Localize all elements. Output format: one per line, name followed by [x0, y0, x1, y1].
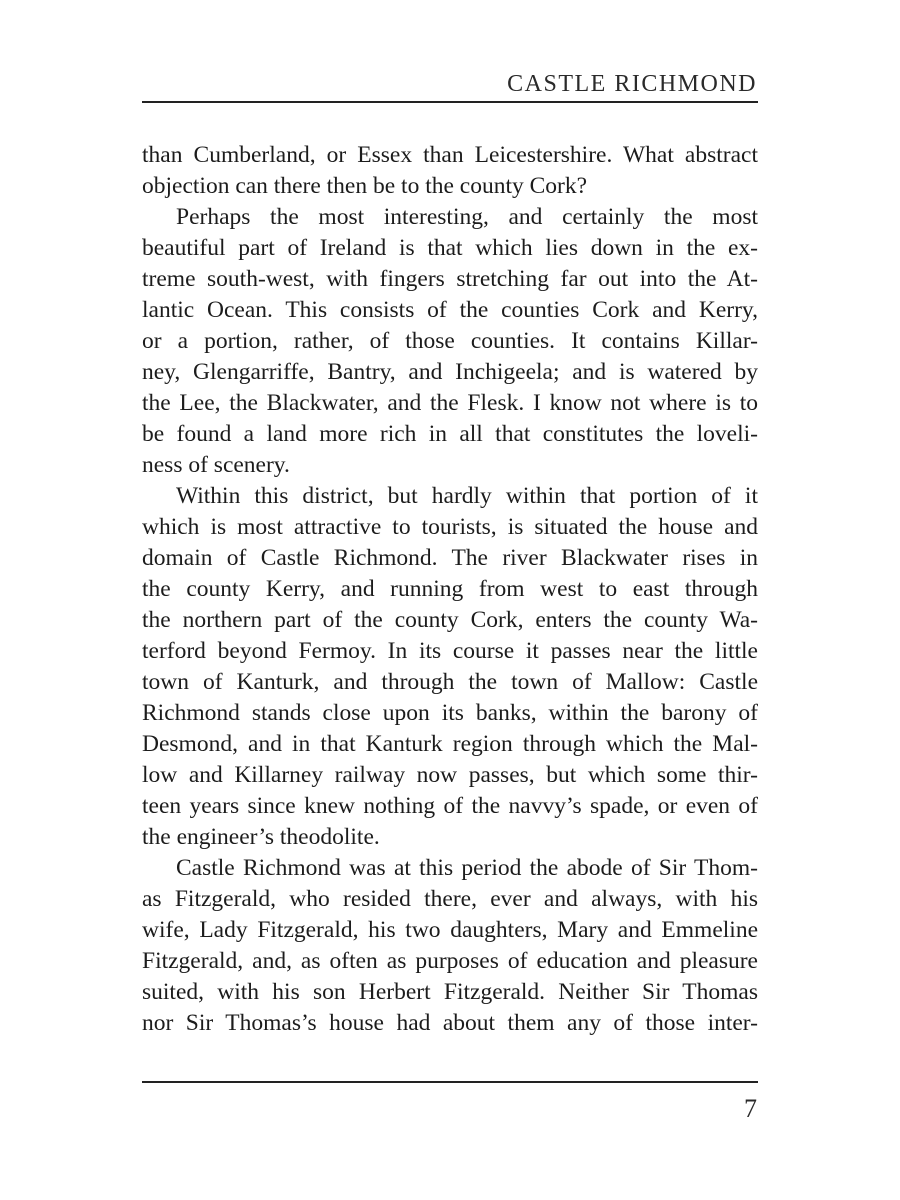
- text-line: as Fitzgerald, who resided there, ever and always, with his: [142, 886, 758, 912]
- text-line: which is most attractive to tourists, is situated the house and: [142, 514, 758, 540]
- text-line: terford beyond Fermoy. In its course it passes near the little: [142, 638, 758, 664]
- text-line: nor Sir Thomas’s house had about them any of those inter-: [142, 1010, 758, 1036]
- header-rule: [142, 101, 758, 103]
- text-line: Richmond stands close upon its banks, within the barony of: [142, 700, 758, 726]
- text-line: suited, with his son Herbert Fitzgerald. Neither Sir Thomas: [142, 979, 758, 1005]
- body-text: [142, 140, 758, 1039]
- text-line: be found a land more rich in all that constitutes the loveli-: [142, 421, 758, 447]
- text-line: town of Kanturk, and through the town of Mallow: Castle: [142, 669, 758, 695]
- text-line: ney, Glengarriffe, Bantry, and Inchigeela; and is watered by: [142, 359, 758, 385]
- text-line: the northern part of the county Cork, enters the county Wa-: [142, 607, 758, 633]
- text-line: Within this district, but hardly within that portion of it: [176, 483, 758, 509]
- text-line: Castle Richmond was at this period the abode of Sir Thom-: [176, 855, 758, 881]
- text-line: ness of scenery.: [142, 452, 290, 478]
- text-line: Perhaps the most interesting, and certainly the most: [176, 204, 758, 230]
- text-line: lantic Ocean. This consists of the counties Cork and Kerry,: [142, 297, 758, 323]
- text-line: Desmond, and in that Kanturk region through which the Mal-: [142, 731, 758, 757]
- text-line: low and Killarney railway now passes, but which some thir-: [142, 762, 758, 788]
- text-line: wife, Lady Fitzgerald, his two daughters, Mary and Emmeline: [142, 917, 758, 943]
- text-line: the engineer’s theodolite.: [142, 824, 380, 850]
- text-line: the county Kerry, and running from west to east through: [142, 576, 758, 602]
- text-line: domain of Castle Richmond. The river Blackwater rises in: [142, 545, 758, 571]
- text-line: or a portion, rather, of those counties. It contains Killar-: [142, 328, 758, 354]
- text-line: Fitzgerald, and, as often as purposes of education and pleasure: [142, 948, 758, 974]
- footer-rule: [142, 1081, 758, 1083]
- text-line: objection can there then be to the county Cork?: [142, 173, 588, 199]
- text-line: the Lee, the Blackwater, and the Flesk. I know not where is to: [142, 390, 758, 416]
- text-line: than Cumberland, or Essex than Leicestershire. What abstract: [142, 142, 758, 168]
- text-line: beautiful part of Ireland is that which lies down in the ex-: [142, 235, 758, 261]
- page-number: 7: [744, 1094, 757, 1123]
- running-title: CASTLE RICHMOND: [507, 71, 757, 97]
- text-line: treme south-west, with fingers stretching far out into the At-: [142, 266, 758, 292]
- text-line: teen years since knew nothing of the navvy’s spade, or even of: [142, 793, 758, 819]
